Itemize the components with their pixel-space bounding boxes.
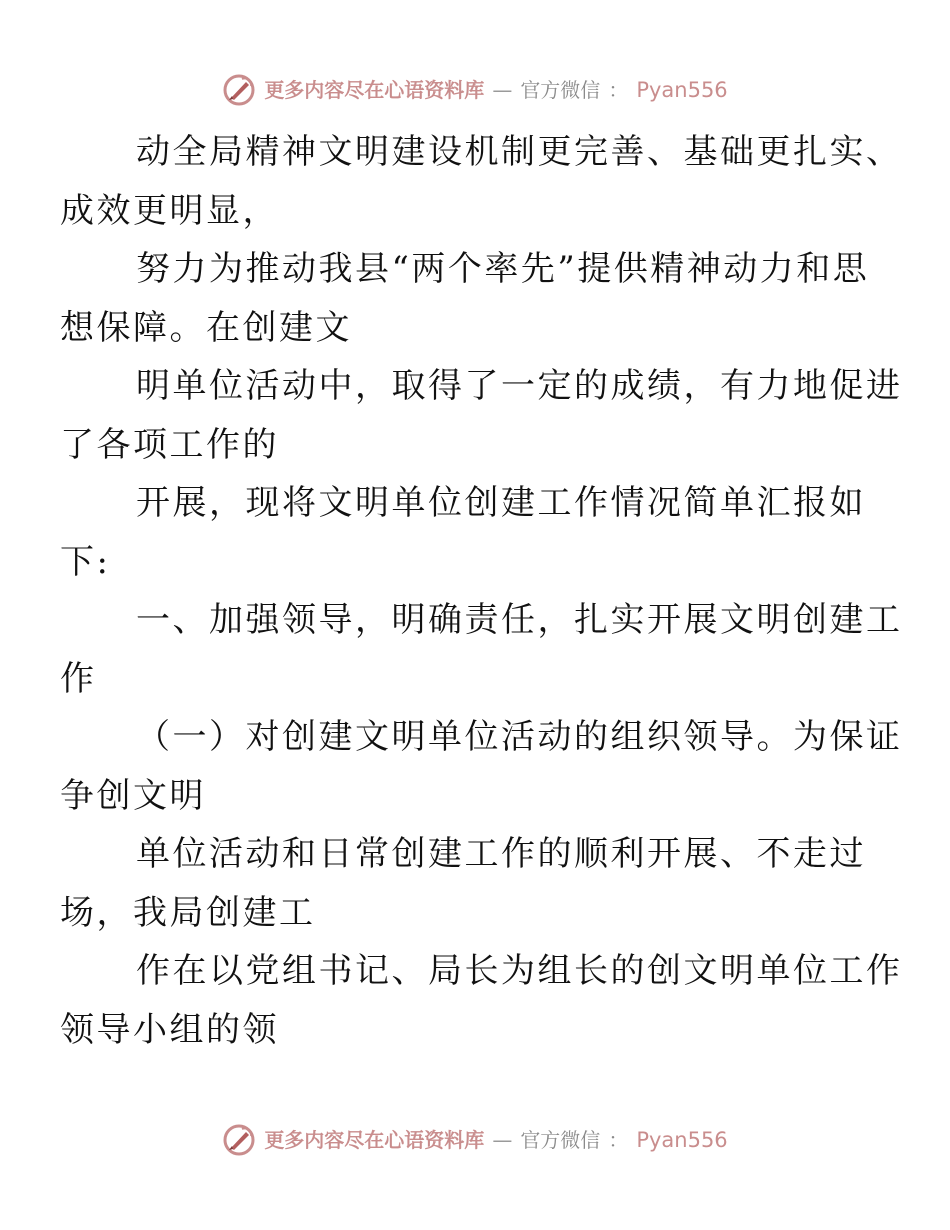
paragraph-line: 下: bbox=[60, 541, 111, 582]
watermark-wechat-id: Pyan556 bbox=[636, 1127, 728, 1152]
paragraph-line: 一、加强领导，明确责任，扎实开展文明创建工 bbox=[136, 600, 903, 640]
paragraph-line: 动全局精神文明建设机制更完善、基础更扎实、 bbox=[136, 132, 903, 172]
paragraph bbox=[60, 240, 870, 357]
section-heading bbox=[60, 591, 903, 708]
paragraph-line: 了各项工作的 bbox=[60, 424, 279, 465]
quill-pen-logo-icon bbox=[222, 1123, 256, 1157]
footer-watermark bbox=[0, 1120, 950, 1160]
watermark-colon: ： bbox=[608, 78, 629, 102]
paragraph-line: 明单位活动中，取得了一定的成绩，有力地促进 bbox=[136, 366, 903, 406]
paragraph-line: 作在以党组书记、局长为组长的创文明单位工作 bbox=[136, 951, 903, 991]
paragraph bbox=[60, 123, 903, 240]
watermark-colon: ： bbox=[608, 1128, 629, 1152]
paragraph-line: 努力为推动我县“两个率先”提供精神动力和思 bbox=[136, 249, 870, 289]
paragraph bbox=[60, 708, 903, 825]
paragraph-line: （一）对创建文明单位活动的组织领导。为保证 bbox=[136, 717, 903, 757]
watermark-dash: — bbox=[492, 1128, 513, 1152]
paragraph-line: 想保障。在创建文 bbox=[60, 307, 352, 348]
watermark-wechat-label: 官方微信 bbox=[520, 78, 601, 102]
paragraph bbox=[60, 825, 866, 942]
watermark-text: 更多内容尽在心语资料库 bbox=[264, 78, 485, 102]
paragraph-line: 争创文明 bbox=[60, 775, 206, 816]
paragraph bbox=[60, 942, 903, 1059]
paragraph bbox=[60, 357, 903, 474]
watermark-dash: — bbox=[492, 78, 513, 102]
paragraph-line: 领导小组的领 bbox=[60, 1009, 279, 1050]
paragraph-line: 作 bbox=[60, 658, 97, 699]
paragraph-line: 成效更明显， bbox=[60, 190, 279, 231]
watermark-wechat-id: Pyan556 bbox=[636, 77, 728, 102]
paragraph-line: 单位活动和日常创建工作的顺利开展、不走过 bbox=[136, 834, 866, 874]
document-body bbox=[60, 123, 903, 1059]
watermark-text: 更多内容尽在心语资料库 bbox=[264, 1128, 485, 1152]
paragraph-line: 场，我局创建工 bbox=[60, 892, 316, 933]
watermark-wechat-label: 官方微信 bbox=[520, 1128, 601, 1152]
quill-pen-logo-icon bbox=[222, 73, 256, 107]
header-watermark bbox=[0, 70, 950, 110]
paragraph-line: 开展，现将文明单位创建工作情况简单汇报如 bbox=[136, 483, 866, 523]
paragraph bbox=[60, 474, 866, 591]
